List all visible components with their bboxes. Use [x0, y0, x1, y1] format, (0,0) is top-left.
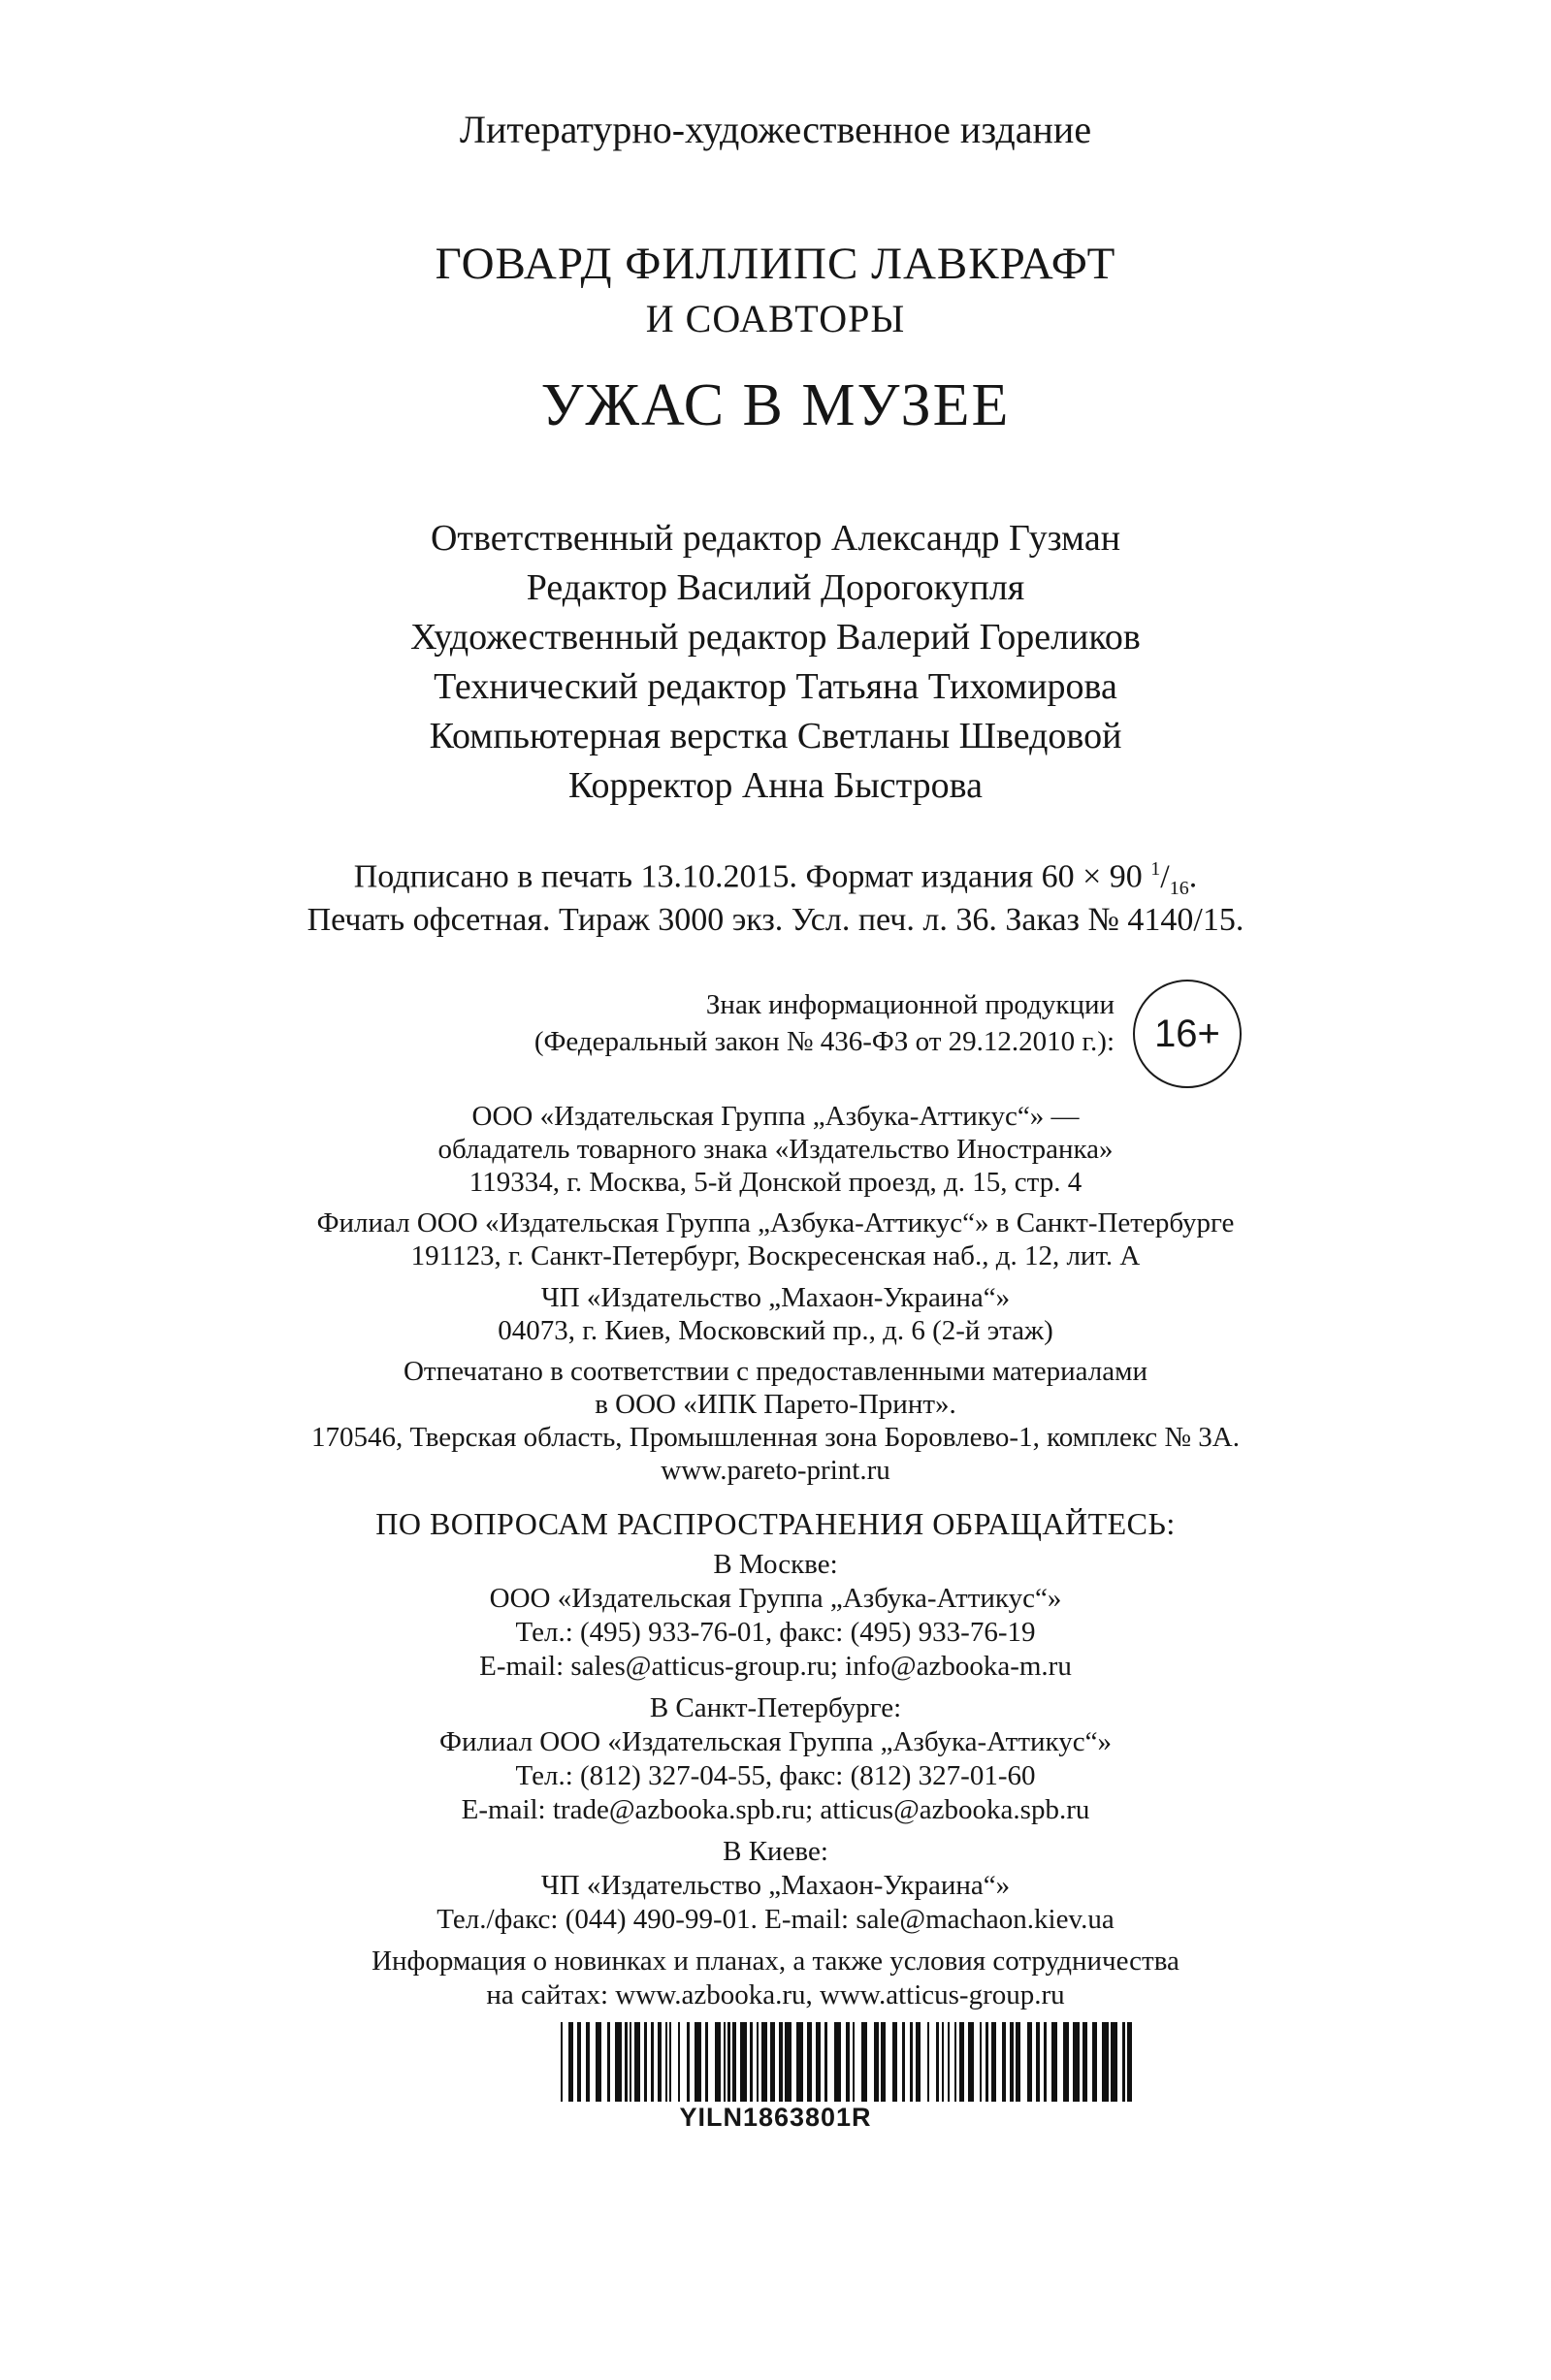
distribution-line: Тел.: (812) 327-04-55, факс: (812) 327-01-60 — [515, 1760, 1036, 1791]
distribution-line: ЧП «Издательство „Махаон-Украина“» — [540, 1870, 1011, 1901]
barcode — [561, 2022, 1138, 2102]
barcode-bar — [568, 2022, 573, 2102]
barcode-bar — [586, 2022, 590, 2102]
barcode-bar — [1002, 2022, 1006, 2102]
barcode-bar — [991, 2022, 996, 2102]
barcode-bar — [724, 2022, 726, 2102]
barcode-bar — [630, 2022, 631, 2102]
distribution-city: В Москве: — [713, 1549, 838, 1580]
barcode-bar — [607, 2022, 610, 2102]
barcode-bar — [561, 2022, 563, 2102]
print-info-line1: Подписано в печать 13.10.2015. Формат издания 60 × 90 $^1/_{16}$. — [353, 858, 1198, 900]
distribution-city: В Санкт-Петербурге: — [649, 1692, 902, 1723]
barcode-bar — [954, 2022, 956, 2102]
barcode-bar — [779, 2022, 783, 2102]
info-line: Информация о новинках и планах, а также условия сотрудничества — [372, 1946, 1179, 1977]
barcode-bar — [644, 2022, 647, 2102]
barcode-bar — [687, 2022, 690, 2102]
barcode-bar — [1082, 2022, 1087, 2102]
credit-line: Редактор Василий Дорогокупля — [526, 567, 1025, 608]
barcode-bar — [695, 2022, 701, 2102]
barcode-bar — [577, 2022, 581, 2102]
barcode-bar — [651, 2022, 654, 2102]
barcode-bar — [1073, 2022, 1080, 2102]
barcode-bar — [824, 2022, 827, 2102]
age-rating-badge: 16+ — [1133, 980, 1242, 1088]
distribution-line: Филиал ООО «Издательская Группа „Азбука-Аттикус“» — [439, 1726, 1112, 1757]
barcode-bar — [1044, 2022, 1047, 2102]
publisher-line: обладатель товарного знака «Издательство Иностранка» — [437, 1134, 1114, 1165]
barcode-bar — [807, 2022, 812, 2102]
barcode-bar — [846, 2022, 850, 2102]
printer-website: www.pareto-print.ru — [661, 1455, 890, 1486]
barcode-bar — [1092, 2022, 1097, 2102]
credit-line: Технический редактор Татьяна Тихомирова — [434, 666, 1117, 707]
info-line: на сайтах: www.azbooka.ru, www.atticus-group.ru — [486, 1979, 1065, 2010]
barcode-bar — [665, 2022, 667, 2102]
barcode-bar — [785, 2022, 792, 2102]
barcode-bar — [1102, 2022, 1109, 2102]
print-info-line2: Печать офсетная. Тираж 3000 экз. Усл. печ. л. 36. Заказ № 4140/15. — [307, 902, 1244, 938]
barcode-bar — [1051, 2022, 1057, 2102]
distribution-line: ООО «Издательская Группа „Азбука-Аттикус“» — [489, 1583, 1062, 1614]
age-rating-law: (Федеральный закон № 436-ФЗ от 29.12.2010 г.): — [533, 1026, 1115, 1057]
barcode-bar — [596, 2022, 601, 2102]
distribution-line: E-mail: sales@atticus-group.ru; info@azbooka-m.ru — [479, 1651, 1072, 1682]
publisher-line: ЧП «Издательство „Махаон-Украина“» — [540, 1282, 1011, 1313]
barcode-bar — [881, 2022, 886, 2102]
barcode-bar — [816, 2022, 821, 2102]
credit-line: Компьютерная верстка Светланы Шведовой — [429, 716, 1122, 756]
barcode-bar — [1027, 2022, 1032, 2102]
barcode-bar — [853, 2022, 855, 2102]
barcode-bar — [986, 2022, 988, 2102]
barcode-bar — [834, 2022, 841, 2102]
edition-type: Литературно-художественное издание — [459, 108, 1092, 151]
publisher-line: 04073, г. Киев, Московский пр., д. 6 (2-й этаж) — [498, 1315, 1053, 1346]
barcode-bar — [948, 2022, 950, 2102]
barcode-bar — [770, 2022, 775, 2102]
barcode-bar — [658, 2022, 662, 2102]
credit-line: Корректор Анна Быстрова — [568, 765, 983, 806]
barcode-bar — [796, 2022, 803, 2102]
coauthors-line: И СОАВТОРЫ — [645, 297, 906, 340]
barcode-bar — [892, 2022, 897, 2102]
barcode-bar — [705, 2022, 708, 2102]
barcode-bar — [715, 2022, 721, 2102]
credit-line: Ответственный редактор Александр Гузман — [430, 518, 1121, 559]
printer-line: Отпечатано в соответствии с предоставленными материалами — [403, 1356, 1148, 1387]
barcode-bar — [1111, 2022, 1117, 2102]
barcode-bar — [927, 2022, 929, 2102]
age-rating-block — [0, 980, 1551, 1096]
barcode-bar — [740, 2022, 747, 2102]
barcode-bar — [1122, 2022, 1125, 2102]
barcode-bar — [1063, 2022, 1069, 2102]
distribution-city: В Киеве: — [723, 1836, 828, 1867]
barcode-bar — [861, 2022, 867, 2102]
barcode-bar — [902, 2022, 905, 2102]
distribution-line: Тел.: (495) 933-76-01, факс: (495) 933-76-19 — [515, 1617, 1036, 1648]
distribution-heading: ПО ВОПРОСАМ РАСПРОСТРАНЕНИЯ ОБРАЩАЙТЕСЬ: — [375, 1506, 1176, 1541]
publisher-line: 191123, г. Санкт-Петербург, Воскресенская наб., д. 12, лит. А — [410, 1240, 1141, 1271]
barcode-bar — [750, 2022, 753, 2102]
barcode-bar — [910, 2022, 913, 2102]
printer-line: 170546, Тверская область, Промышленная зона Боровлево-1, комплекс № 3А. — [311, 1422, 1240, 1453]
barcode-bar — [936, 2022, 939, 2102]
credit-line: Художественный редактор Валерий Гореликов — [410, 617, 1141, 658]
book-title: УЖАС В МУЗЕЕ — [540, 372, 1011, 438]
barcode-bar — [942, 2022, 944, 2102]
barcode-bar — [757, 2022, 759, 2102]
barcode-bar — [959, 2022, 964, 2102]
barcode-bar — [625, 2022, 628, 2102]
barcode-bar — [980, 2022, 982, 2102]
barcode-bar — [1036, 2022, 1040, 2102]
barcode-bar — [874, 2022, 879, 2102]
barcode-bar — [761, 2022, 767, 2102]
age-rating-label: Знак информационной продукции — [705, 989, 1115, 1020]
barcode-bar — [727, 2022, 730, 2102]
barcode-bar — [968, 2022, 974, 2102]
barcode-bar — [634, 2022, 640, 2102]
publisher-line: Филиал ООО «Издательская Группа „Азбука-Аттикус“» в Санкт-Петербурге — [316, 1207, 1235, 1238]
distribution-line: Тел./факс: (044) 490-99-01. E-mail: sale@machaon.kiev.ua — [436, 1904, 1115, 1935]
author-name: ГОВАРД ФИЛЛИПС ЛАВКРАФТ — [435, 239, 1116, 289]
barcode-bar — [669, 2022, 671, 2102]
barcode-bar — [1016, 2022, 1020, 2102]
distribution-line: E-mail: trade@azbooka.spb.ru; atticus@azbooka.spb.ru — [461, 1794, 1090, 1825]
barcode-bar — [678, 2022, 680, 2102]
publisher-line: 119334, г. Москва, 5-й Донской проезд, д. 15, стр. 4 — [469, 1167, 1082, 1198]
barcode-bar — [1010, 2022, 1014, 2102]
barcode-bar — [916, 2022, 921, 2102]
barcode-bar — [615, 2022, 622, 2102]
barcode-code: YILN1863801R — [679, 2103, 872, 2132]
publisher-line: ООО «Издательская Группа „Азбука-Аттикус“» — — [471, 1101, 1080, 1132]
barcode-bar — [1127, 2022, 1132, 2102]
printer-line: в ООО «ИПК Парето-Принт». — [595, 1389, 956, 1420]
barcode-bar — [732, 2022, 736, 2102]
